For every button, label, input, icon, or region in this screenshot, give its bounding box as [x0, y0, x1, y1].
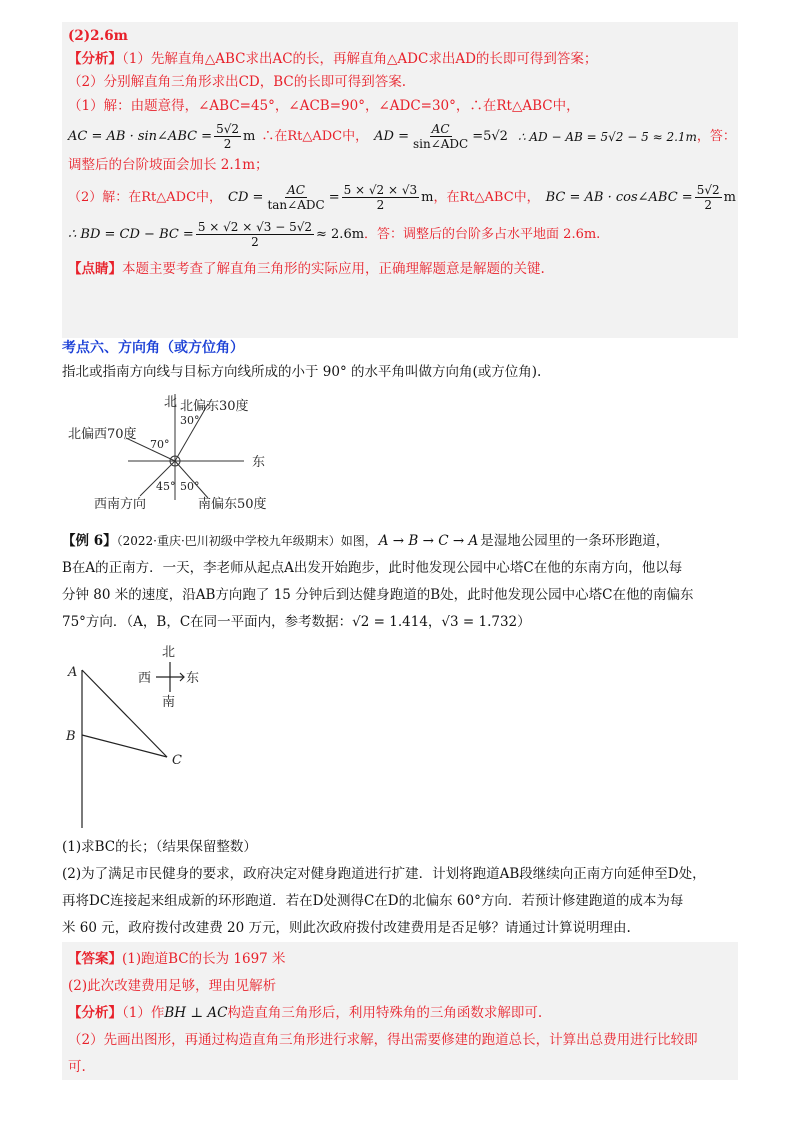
- formula-3-lhs: ∴ BD = CD − BC =: [68, 226, 194, 242]
- compass-diagram: [68, 390, 308, 515]
- analysis-text-1: （1）先解直角△ABC求出AC的长，再解直角△ADC求出AD的长即可得到答案；: [122, 51, 598, 67]
- formula-2-cd: CD =: [228, 189, 264, 205]
- formula-1: [68, 122, 736, 151]
- formula-1-mid: ∴在Rt△ADC中，: [261, 128, 369, 144]
- f2-cd-den: tan∠ADC: [267, 198, 325, 212]
- f2-cd-den2: 2: [376, 198, 385, 212]
- formula-2-bc-unit: m: [723, 189, 736, 205]
- questions: [62, 834, 738, 942]
- bottom-analysis-line-1: [68, 1000, 732, 1027]
- f3-den: 2: [251, 235, 259, 249]
- bottom-analysis-2-line-1: （2）先画出图形，再通过构造直角三角形进行求解，得出需要修建的跑道总长，计算出总费用进行比较即: [68, 1032, 698, 1048]
- f2-bc-den: 2: [704, 198, 712, 212]
- section-heading: 考点六、方向角（或方位角）: [62, 340, 244, 356]
- answer-tag: 【答案】: [68, 951, 122, 967]
- formula-1-answer: ，答：: [696, 128, 736, 144]
- question-1: (1)求BC的长；（结果保留整数）: [62, 839, 257, 855]
- formula-2-mid: ，在Rt△ABC中，: [433, 189, 540, 205]
- question-2-line-2: 再将DC连接起来组成新的环形跑道．若在D处测得C在D的北偏东 60°方向．若预计修建跑道的成本为每: [62, 893, 684, 909]
- formula-1-ad-val: =5√2: [472, 128, 508, 144]
- analysis-tag: 【分析】: [68, 51, 122, 67]
- section-definition: 指北或指南方向线与目标方向线所成的小于 90° 的水平角叫做方向角(或方位角).: [62, 364, 542, 380]
- compass-ne-label: 北偏东30度: [180, 399, 249, 414]
- formula-2-bc: BC = AB · cos∠ABC =: [545, 189, 693, 205]
- compass-a50: 50°: [180, 480, 200, 493]
- compass-east: 东: [252, 455, 266, 470]
- bottom-analysis-tag: 【分析】: [68, 1005, 122, 1021]
- compass-a30: 30°: [180, 414, 200, 427]
- solution-2-intro: （2）解：在Rt△ADC中，: [68, 189, 223, 205]
- answer-line-1: [68, 946, 732, 973]
- point-b-label: B: [66, 729, 76, 744]
- triangle-figure: [62, 640, 262, 830]
- solution-box-bottom: [62, 942, 738, 1080]
- compass-a70: 70°: [150, 438, 170, 451]
- compass-a45: 45°: [156, 480, 176, 493]
- formula-1-ad-frac: [411, 122, 470, 151]
- formula-3-frac: [196, 220, 314, 249]
- formula-1-frac: [214, 122, 241, 151]
- solution-box-top: [62, 22, 738, 338]
- example-line-1: [62, 528, 738, 555]
- bottom-analysis-1a: （1）作: [122, 1005, 165, 1021]
- line-ac: [82, 670, 167, 757]
- formula-1-ad: AD =: [374, 128, 409, 144]
- question-2-line-1: (2)为了满足市民健身的要求，政府决定对健身跑道进行扩建．计划将跑道AB段继续向正南方向延伸至D处，: [62, 866, 706, 882]
- compass-se-label: 南偏东50度: [198, 497, 267, 512]
- formula-1-diff: ∴ AD − AB = 5√2 − 5 ≈ 2.1m: [517, 129, 697, 144]
- compass-north: 北: [164, 395, 178, 410]
- bottom-analysis-1c: 构造直角三角形后，利用特殊角的三角函数求解即可.: [227, 1005, 543, 1021]
- question-2-line-3: 米 60 元，政府拨付改建费 20 万元，则此次政府拨付改建费用是否足够？请通过计算说明理由.: [62, 920, 631, 936]
- formula-3-answer: ．答：调整后的台阶多占水平地面 2.6m.: [364, 226, 601, 242]
- f1-ad-num: AC: [431, 122, 450, 136]
- example-tag: 【例 6】: [62, 533, 117, 549]
- answer-line-2: (2)此次改建费用足够，理由见解析: [68, 978, 277, 994]
- example-line-1-tail: 是湿地公园里的一条环形跑道，: [480, 533, 670, 549]
- f1-ad-den: sin∠ADC: [412, 137, 469, 151]
- formula-3: [68, 220, 732, 249]
- f1-num: 5√2: [216, 122, 240, 136]
- analysis-line-2: （2）分别解直角三角形求出CD，BC的长即可得到答案.: [68, 74, 407, 90]
- example-line-3: 分钟 80 米的速度，沿AB方向跑了 15 分钟后到达健身跑道的B处，此时他发现公园中心塔C在他的南偏东: [62, 587, 694, 603]
- example-6: [62, 528, 738, 636]
- comment-line: [68, 259, 732, 279]
- answer-2: (2)2.6m: [68, 28, 128, 44]
- formula-2-unit: m: [421, 189, 434, 205]
- formula-2: [68, 183, 736, 212]
- bottom-analysis-1b: BH ⊥ AC: [164, 1005, 228, 1021]
- formula-1-unit: m: [243, 128, 256, 144]
- comment-text: 本题主要考查了解直角三角形的实际应用，正确理解题意是解题的关键.: [122, 261, 545, 277]
- example-line-4: 75°方向．（A，B，C在同一平面内，参考数据：√2 = 1.414，√3 = 1.732）: [62, 614, 531, 630]
- compass-nw-label: 北偏西70度: [68, 427, 137, 442]
- f2-bc-num: 5√2: [696, 183, 720, 197]
- f2-cd-num2: 5 × √2 × √3: [343, 183, 418, 197]
- point-c-label: C: [172, 753, 182, 768]
- formula-2-cd-frac: [265, 183, 326, 212]
- formula-2-cd-frac2: [342, 183, 420, 212]
- fig-south: 南: [162, 695, 176, 710]
- bottom-analysis-2-line-2: 可.: [68, 1059, 86, 1075]
- fig-west: 西: [138, 671, 152, 686]
- f3-num: 5 × √2 × √3 − 5√2: [197, 220, 313, 234]
- answer-1: (1)跑道BC的长为 1697 米: [122, 951, 286, 967]
- formula-2-bc-frac: [695, 183, 722, 212]
- comment-tag: 【点睛】: [68, 261, 122, 277]
- formula-1-lhs: AC = AB · sin∠ABC =: [68, 128, 213, 144]
- example-line-2: B在A的正南方．一天，李老师从起点A出发开始跑步，此时他发现公园中心塔C在他的东南方向，他以每: [62, 560, 683, 576]
- formula-3-approx: ≈ 2.6m: [316, 226, 365, 242]
- f1-den: 2: [223, 137, 232, 151]
- fig-east: 东: [186, 671, 200, 686]
- compass-sw-label: 西南方向: [94, 497, 147, 512]
- f2-cd-num: AC: [287, 183, 305, 197]
- solution-1-intro: （1）解：由题意得，∠ABC=45°，∠ACB=90°，∠ADC=30°，∴在Rt△ABC中，: [68, 98, 580, 114]
- solution-1-conclusion: 调整后的台阶坡面会加长 2.1m；: [68, 157, 269, 173]
- formula-2-eq: =: [328, 189, 340, 205]
- point-a-label: A: [68, 665, 78, 680]
- example-route: A → B → C → A: [378, 533, 479, 549]
- line-bc: [82, 735, 167, 757]
- analysis-line-1: [68, 49, 732, 69]
- fig-north: 北: [162, 645, 176, 660]
- example-source: （2022·重庆·巴川初级中学校九年级期末）如图，: [116, 534, 377, 548]
